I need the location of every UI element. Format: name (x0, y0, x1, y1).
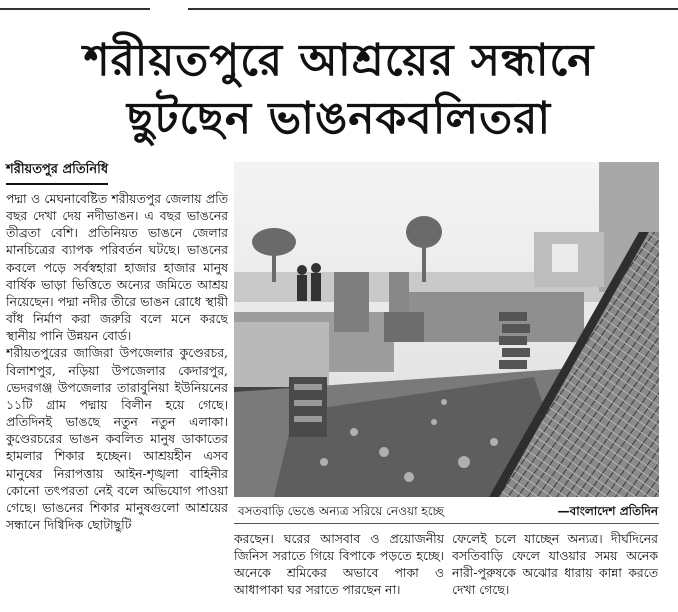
photo-illustration (234, 162, 659, 497)
article-column-2-text: করছেন। ঘরের আসবাব ও প্রয়োজনীয় জিনিস সরাতে গিয়ে বিপাকে পড়তে হচ্ছে। অনেকে শ্রমিকের অভাবে পাকা ও আধাপাকা ঘর সরাতে পারছেন না। (234, 531, 444, 598)
photo-credit: —বাংলাদেশ প্রতিদিন (557, 504, 658, 518)
top-frame-right-rule (188, 2, 678, 10)
caption-divider (234, 523, 659, 524)
article-column-2 (234, 530, 444, 608)
byline: শরীয়তপুর প্রতিনিধি (6, 160, 108, 185)
headline-line-1: শরীয়তপুরে আশ্রয়ের সন্ধানে (83, 35, 595, 86)
article-column-1 (6, 190, 228, 608)
article-paragraph-2: শরীয়তপুরের জাজিরা উপজেলার কুণ্ডেরচর, বিলাশপুর, নড়িয়া উপজেলার কেদারপুর, ভেদরগঞ্জ উপজেলার তারাবুনিয়া ইউনিয়নের ১১টি গ্রাম পদ্মায় বিলীন হয়ে গেছে। প্রতিদিনই ভাঙছে নতুন নতুন এলাকা। কুণ্ডেরচরের ভাঙন কবলিত মানুষ ডাকাতের হামলার শিকার হচ্ছেন। আশ্রয়হীন এসব মানুষের নিরাপত্তায় আইন-শৃঙ্খলা বাহিনীর কোনো তৎপরতা নেই বলে অভিযোগ পাওয়া গেছে। ভাঙনের শিকার মানুষগুলো আশ্রয়ের সন্ধানে দিগ্বিদিক ছোটাছুটি (6, 345, 228, 532)
article-paragraph-1: পদ্মা ও মেঘনাবেষ্টিত শরীয়তপুর জেলায় প্রতি বছর দেখা দেয় নদীভাঙন। এ বছর ভাঙনের তীব্রতা বেশি। প্রতিনিয়ত ভাঙনে জেলার মানচিত্রের ব্যাপক পরিবর্তন ঘটছে। ভাঙনের কবলে পড়ে সর্বস্বহারা হাজার হাজার মানুষ বার্ষিক ভাড়া ভিত্তিতে অন্যের জমিতে আশ্রয় নিয়েছেন। পদ্মা নদীর তীরে ভাঙন রোধে স্থায়ী বাঁধ নির্মাণ করা জরুরি বলে মনে করছে স্থানীয় পানি উন্নয়ন বোর্ড। (6, 191, 228, 344)
article-column-3-text: ফেলেই চলে যাচ্ছেন অন্যত্র। দীর্ঘদিনের বসতিবাড়ি ফেলে যাওয়ার সময় অনেক নারী-পুরুষকে অঝোর ধারায় কান্না করতে দেখা গেছে। (452, 531, 658, 598)
top-frame-left-rule (0, 2, 150, 10)
headline-line-2: ছুটছেন ভাঙনকবলিতরা (126, 93, 552, 144)
page-top-frame (0, 0, 678, 10)
article-column-3 (452, 530, 658, 608)
headline (0, 32, 678, 148)
photo-caption: বসতবাড়ি ভেঙে অন্যত্র সরিয়ে নেওয়া হচ্ছে (238, 504, 444, 518)
news-photo (234, 162, 659, 497)
